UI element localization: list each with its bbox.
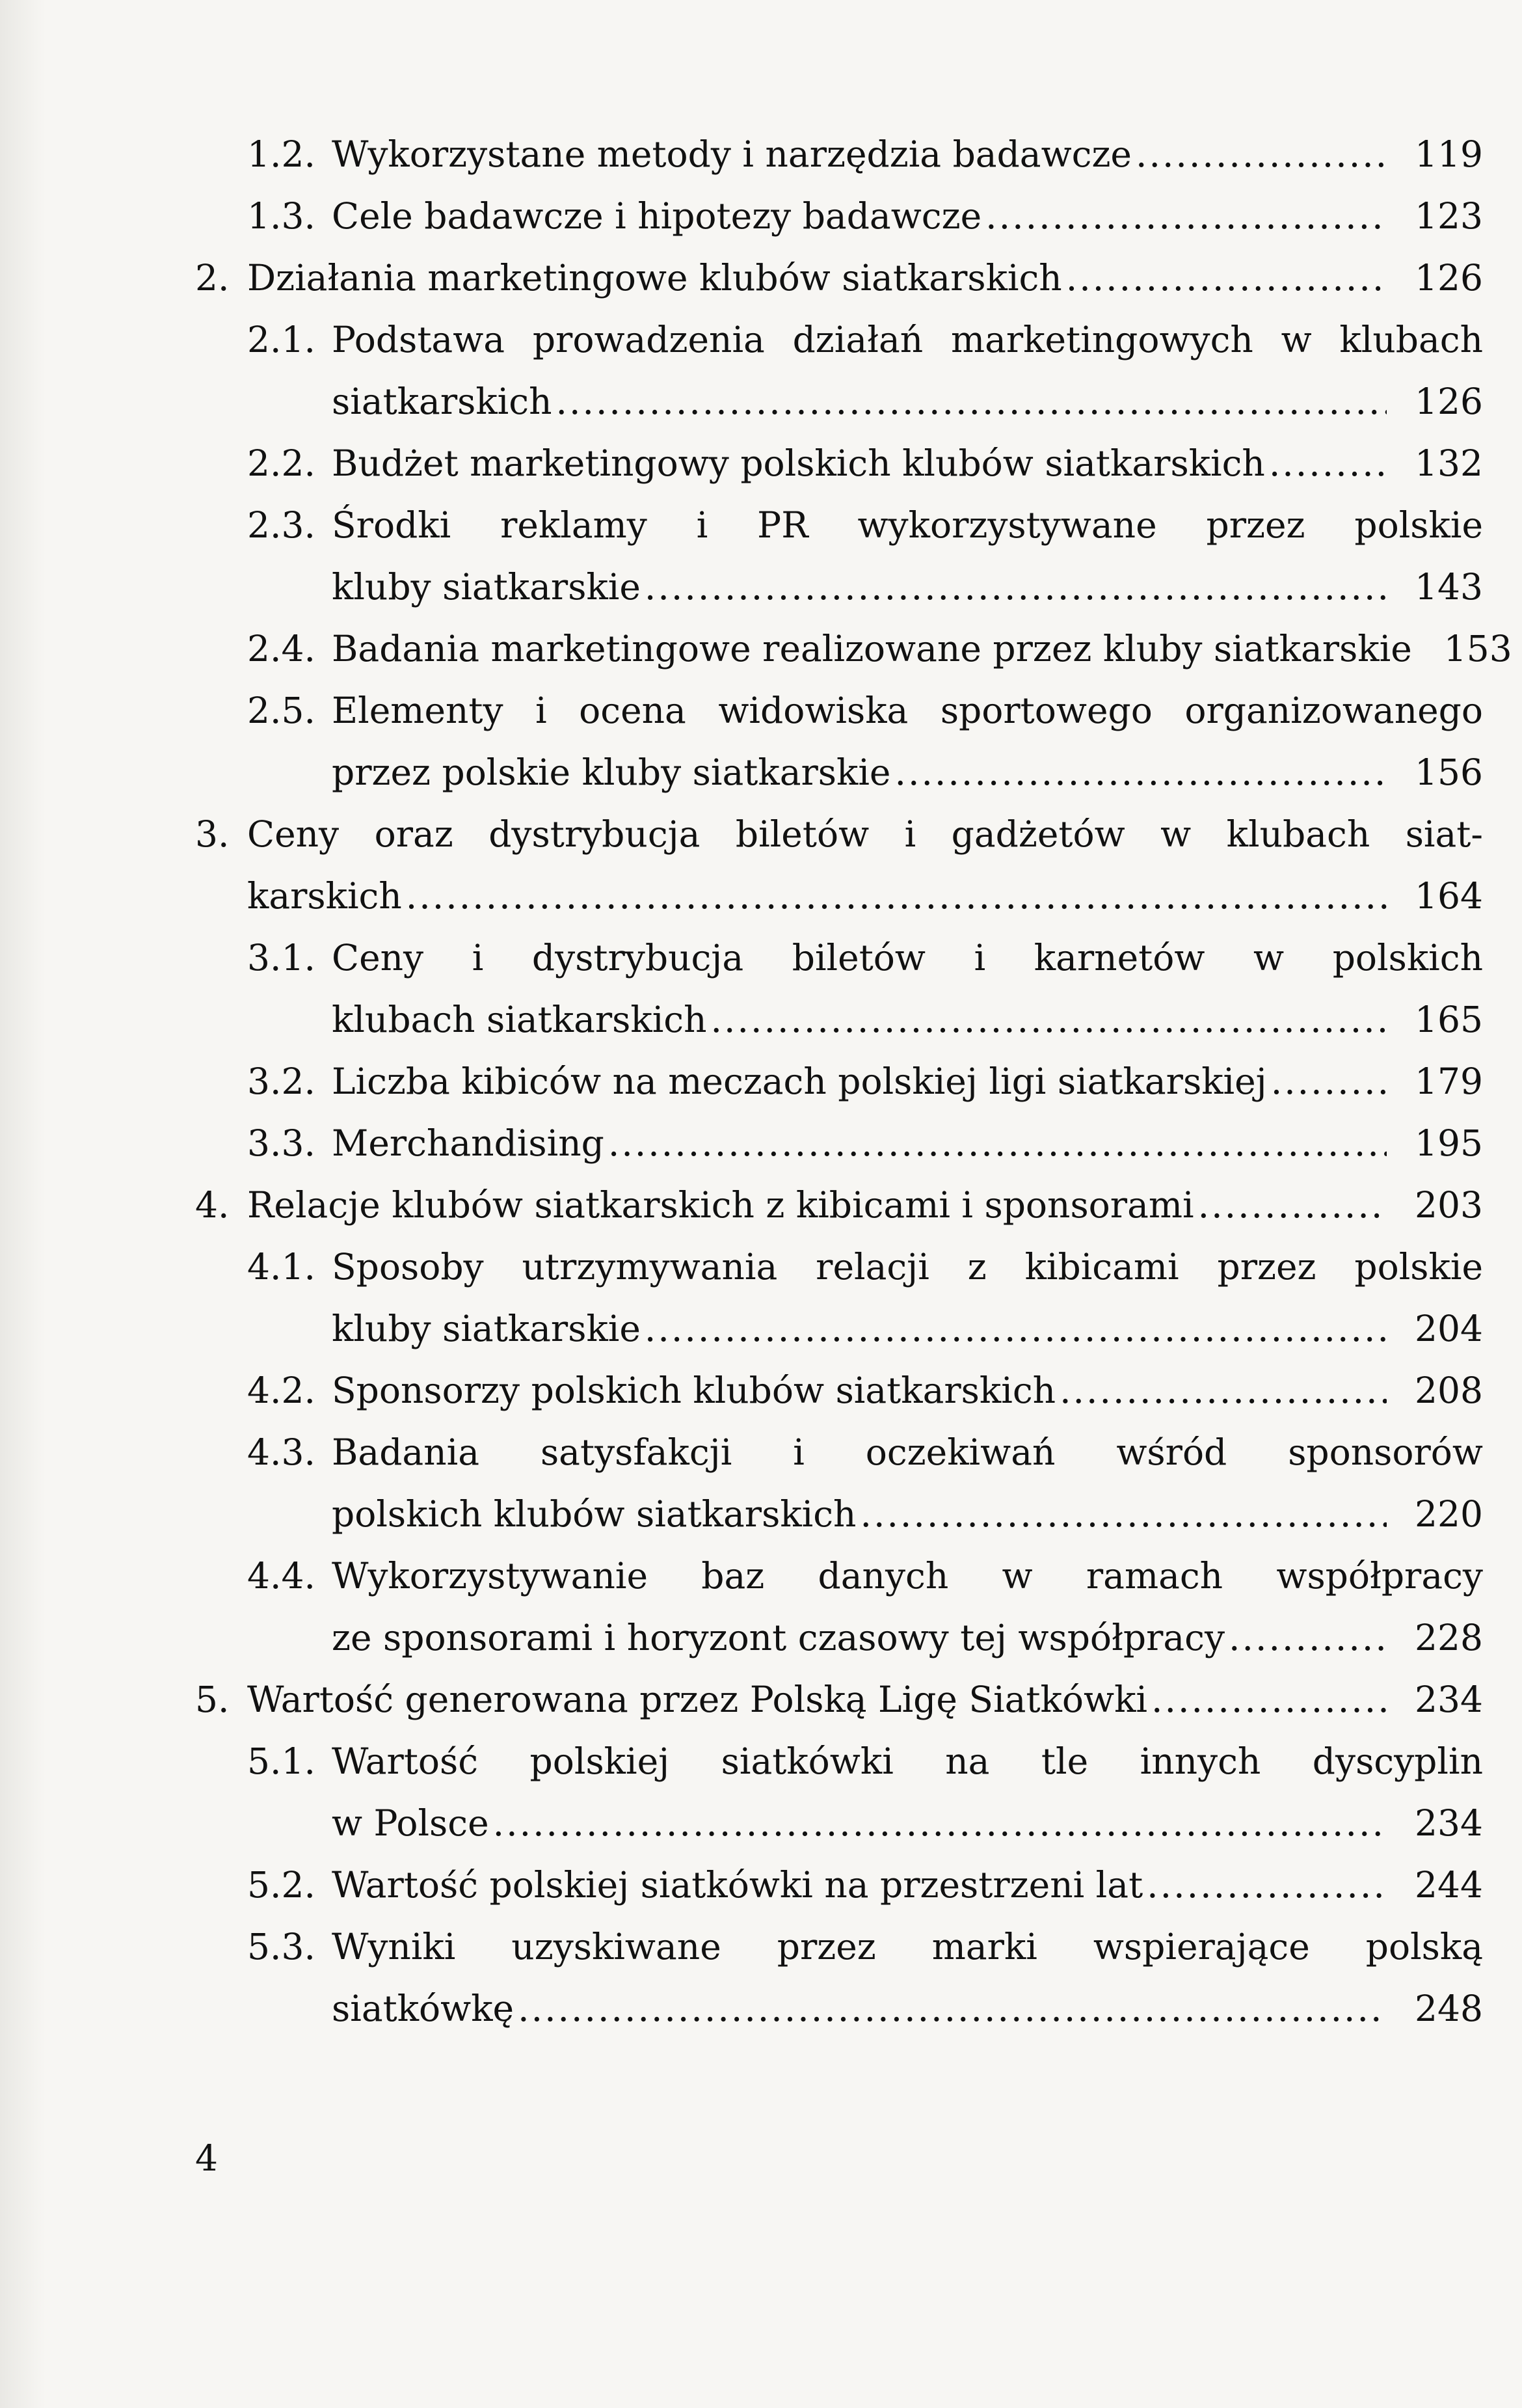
toc-entry-last-line	[247, 865, 1483, 927]
toc-entry-title-line: Wykorzystywanie baz danych w ramach współpracy	[332, 1555, 1483, 1597]
toc-entry-title: Wartość polskiej siatkówki na przestrzeni lat	[332, 1864, 1143, 1906]
toc-entry-title: siatkarskich	[332, 381, 552, 422]
toc-entry	[195, 1236, 1483, 1360]
toc-entry-body	[247, 1174, 1483, 1236]
page-edge-shadow	[0, 0, 46, 2408]
toc-entry-number: 5.2.	[247, 1864, 315, 1906]
toc-entry-body	[332, 494, 1483, 618]
toc-entry-page: 195	[1415, 1122, 1483, 1164]
toc-entry-number: 2.2.	[247, 442, 315, 484]
toc-entry-title: karskich	[247, 875, 402, 917]
toc-entry-title: klubach siatkarskich	[332, 999, 707, 1040]
toc-dot-leader	[1136, 124, 1387, 185]
toc-entry-title: Merchandising	[332, 1122, 604, 1164]
toc-entry-number: 4.4.	[247, 1555, 315, 1597]
toc-dot-leader	[493, 1792, 1387, 1854]
toc-entry	[195, 1360, 1483, 1422]
toc-entry-title: siatkówkę	[332, 1988, 514, 2029]
toc-entry-body	[332, 185, 1483, 247]
toc-entry-page: 126	[1415, 257, 1483, 299]
toc-entry-title: Cele badawcze i hipotezy badawcze	[332, 195, 982, 237]
toc-entry-page: 220	[1415, 1493, 1483, 1535]
toc-entry-body	[332, 124, 1483, 185]
toc-dot-leader	[1151, 1669, 1387, 1731]
toc-entry-page: 204	[1415, 1308, 1483, 1349]
toc-entry-body	[332, 309, 1483, 433]
toc-entry-body	[247, 804, 1483, 927]
toc-dot-leader	[1147, 1854, 1387, 1916]
toc-entry-title: w Polsce	[332, 1802, 489, 1844]
toc-entry-body	[332, 1422, 1483, 1545]
toc-entry	[195, 185, 1483, 247]
toc-entry-last-line	[332, 124, 1483, 185]
toc-entry-body	[332, 618, 1512, 680]
toc-entry-number: 5.	[195, 1679, 230, 1720]
toc-entry-page: 164	[1415, 875, 1483, 917]
toc-entry-last-line	[332, 1978, 1483, 2040]
toc-entry-title-line: Wartość polskiej siatkówki na tle innych dyscyplin	[332, 1740, 1483, 1782]
toc-entry-title: Liczba kibiców na meczach polskiej ligi siatkarskiej	[332, 1061, 1267, 1102]
toc-entry-page: 123	[1415, 195, 1483, 237]
page-number: 4	[195, 2137, 218, 2179]
toc-entry-number: 2.3.	[247, 504, 315, 546]
toc-entry-body	[332, 1545, 1483, 1669]
toc-entry-number: 3.1.	[247, 937, 315, 979]
toc-entry-title: kluby siatkarskie	[332, 566, 641, 608]
toc-entry-page: 234	[1415, 1802, 1483, 1844]
toc-entry	[195, 247, 1483, 309]
toc-entry-last-line	[332, 1854, 1483, 1916]
toc-entry-title-line: Ceny i dystrybucja biletów i karnetów w polskich	[332, 937, 1483, 979]
toc-entry-title-line: Sposoby utrzymywania relacji z kibicami przez polskie	[332, 1246, 1483, 1288]
toc-entry-number: 4.	[195, 1184, 230, 1226]
toc-entry-last-line	[332, 556, 1483, 618]
toc-entry-title: Sponsorzy polskich klubów siatkarskich	[332, 1370, 1056, 1411]
toc-entry-page: 143	[1415, 566, 1483, 608]
toc-entry	[195, 927, 1483, 1051]
toc-entry-body	[247, 1669, 1483, 1731]
toc-entry-page: 156	[1415, 751, 1483, 793]
toc-dot-leader	[645, 1298, 1387, 1360]
toc-dot-leader	[406, 865, 1387, 927]
toc-dot-leader	[711, 989, 1387, 1051]
toc-entry-last-line	[332, 433, 1483, 494]
toc-entry-title-line: Wyniki uzyskiwane przez marki wspierające polską	[332, 1926, 1483, 1968]
toc-entry-number: 4.2.	[247, 1370, 315, 1411]
toc-entry-number: 3.3.	[247, 1122, 315, 1164]
toc-entry-last-line	[332, 742, 1483, 804]
toc-entry-page: 119	[1415, 133, 1483, 175]
toc-entry-page: 248	[1415, 1988, 1483, 2029]
toc-entry-last-line	[332, 1360, 1483, 1422]
toc-entry-last-line	[247, 247, 1483, 309]
toc-dot-leader	[645, 556, 1387, 618]
toc-entry	[195, 1051, 1483, 1113]
toc-entry-number: 5.1.	[247, 1740, 315, 1782]
toc-entry-body	[332, 1731, 1483, 1854]
toc-entry-title-line: Badania satysfakcji i oczekiwań wśród sponsorów	[332, 1431, 1483, 1473]
toc-entry-number: 5.3.	[247, 1926, 315, 1968]
toc-entry-body	[332, 1236, 1483, 1360]
toc-entry	[195, 1545, 1483, 1669]
toc-entry-title: Działania marketingowe klubów siatkarskich	[247, 257, 1062, 299]
toc-entry-last-line	[332, 185, 1483, 247]
toc-entry-body	[332, 1113, 1483, 1174]
toc-entry-title: kluby siatkarskie	[332, 1308, 641, 1349]
toc-entry-number: 2.1.	[247, 319, 315, 360]
toc-entry-last-line	[247, 1174, 1483, 1236]
toc-entry-last-line	[332, 1051, 1483, 1113]
toc-entry-body	[332, 680, 1483, 804]
toc-dot-leader	[556, 371, 1387, 433]
toc-entry-last-line	[332, 989, 1483, 1051]
toc-entry-last-line	[332, 371, 1483, 433]
toc-dot-leader	[985, 185, 1387, 247]
toc-entry-title-line: Elementy i ocena widowiska sportowego organizowanego	[332, 690, 1483, 731]
toc-entry	[195, 1854, 1483, 1916]
toc-entry	[195, 1669, 1483, 1731]
toc-entry-page: 244	[1415, 1864, 1483, 1906]
toc-entry-title: polskich klubów siatkarskich	[332, 1493, 857, 1535]
toc-entry-number: 2.4.	[247, 628, 315, 670]
toc-dot-leader	[894, 742, 1387, 804]
toc-entry	[195, 804, 1483, 927]
toc-entry-page: 203	[1415, 1184, 1483, 1226]
toc-entry-title: Budżet marketingowy polskich klubów siatkarskich	[332, 442, 1265, 484]
toc-dot-leader	[1198, 1174, 1387, 1236]
toc-entry-body	[332, 1051, 1483, 1113]
toc-entry-title-line: Środki reklamy i PR wykorzystywane przez polskie	[332, 504, 1483, 546]
toc-entry-number: 1.2.	[247, 133, 315, 175]
toc-entry-title-line: Ceny oraz dystrybucja biletów i gadżetów w klubach siat-	[247, 813, 1483, 855]
toc-entry-last-line	[332, 1483, 1483, 1545]
toc-entry	[195, 309, 1483, 433]
toc-entry	[195, 124, 1483, 185]
toc-entry	[195, 494, 1483, 618]
toc-dot-leader	[1229, 1607, 1387, 1669]
toc-entry-number: 1.3.	[247, 195, 315, 237]
table-of-contents	[195, 124, 1512, 2040]
toc-entry	[195, 1113, 1483, 1174]
toc-entry	[195, 618, 1512, 680]
toc-entry-body	[332, 1360, 1483, 1422]
toc-entry-page: 234	[1415, 1679, 1483, 1720]
toc-dot-leader	[1271, 1051, 1387, 1113]
toc-entry-last-line	[332, 1298, 1483, 1360]
toc-entry-number: 2.	[195, 257, 230, 299]
toc-dot-leader	[1066, 247, 1387, 309]
toc-entry	[195, 1174, 1483, 1236]
toc-entry-last-line	[332, 1792, 1483, 1854]
toc-entry-body	[332, 1916, 1483, 2040]
toc-dot-leader	[1060, 1360, 1387, 1422]
toc-entry-title: ze sponsorami i horyzont czasowy tej współpracy	[332, 1617, 1225, 1658]
toc-entry-number: 2.5.	[247, 690, 315, 731]
toc-entry-title: przez polskie kluby siatkarskie	[332, 751, 891, 793]
toc-entry-title: Relacje klubów siatkarskich z kibicami i sponsorami	[247, 1184, 1194, 1226]
toc-entry-page: 228	[1415, 1617, 1483, 1658]
toc-entry	[195, 1731, 1483, 1854]
toc-dot-leader	[1269, 433, 1387, 494]
toc-entry-title: Wykorzystane metody i narzędzia badawcze	[332, 133, 1132, 175]
toc-dot-leader	[518, 1978, 1387, 2040]
toc-dot-leader	[860, 1483, 1387, 1545]
toc-entry-page: 179	[1415, 1061, 1483, 1102]
toc-entry-last-line	[332, 1607, 1483, 1669]
toc-entry-last-line	[332, 1113, 1483, 1174]
toc-entry-number: 3.2.	[247, 1061, 315, 1102]
toc-entry-number: 4.1.	[247, 1246, 315, 1288]
toc-entry-page: 153	[1443, 628, 1512, 670]
toc-entry-page: 165	[1415, 999, 1483, 1040]
toc-entry-title: Badania marketingowe realizowane przez kluby siatkarskie	[332, 628, 1412, 670]
toc-entry-body	[332, 433, 1483, 494]
toc-entry-number: 3.	[195, 813, 230, 855]
toc-entry-last-line	[247, 1669, 1483, 1731]
toc-dot-leader	[608, 1113, 1387, 1174]
toc-entry-body	[247, 247, 1483, 309]
toc-entry	[195, 433, 1483, 494]
toc-entry	[195, 1916, 1483, 2040]
toc-entry-title-line: Podstawa prowadzenia działań marketingowych w klubach	[332, 319, 1483, 360]
toc-entry-number: 4.3.	[247, 1431, 315, 1473]
toc-entry-page: 208	[1415, 1370, 1483, 1411]
toc-entry-title: Wartość generowana przez Polską Ligę Siatkówki	[247, 1679, 1147, 1720]
toc-entry-last-line	[332, 618, 1512, 680]
toc-entry-body	[332, 927, 1483, 1051]
toc-entry	[195, 1422, 1483, 1545]
toc-entry-body	[332, 1854, 1483, 1916]
toc-entry-page: 132	[1415, 442, 1483, 484]
toc-entry-page: 126	[1415, 381, 1483, 422]
toc-entry	[195, 680, 1483, 804]
